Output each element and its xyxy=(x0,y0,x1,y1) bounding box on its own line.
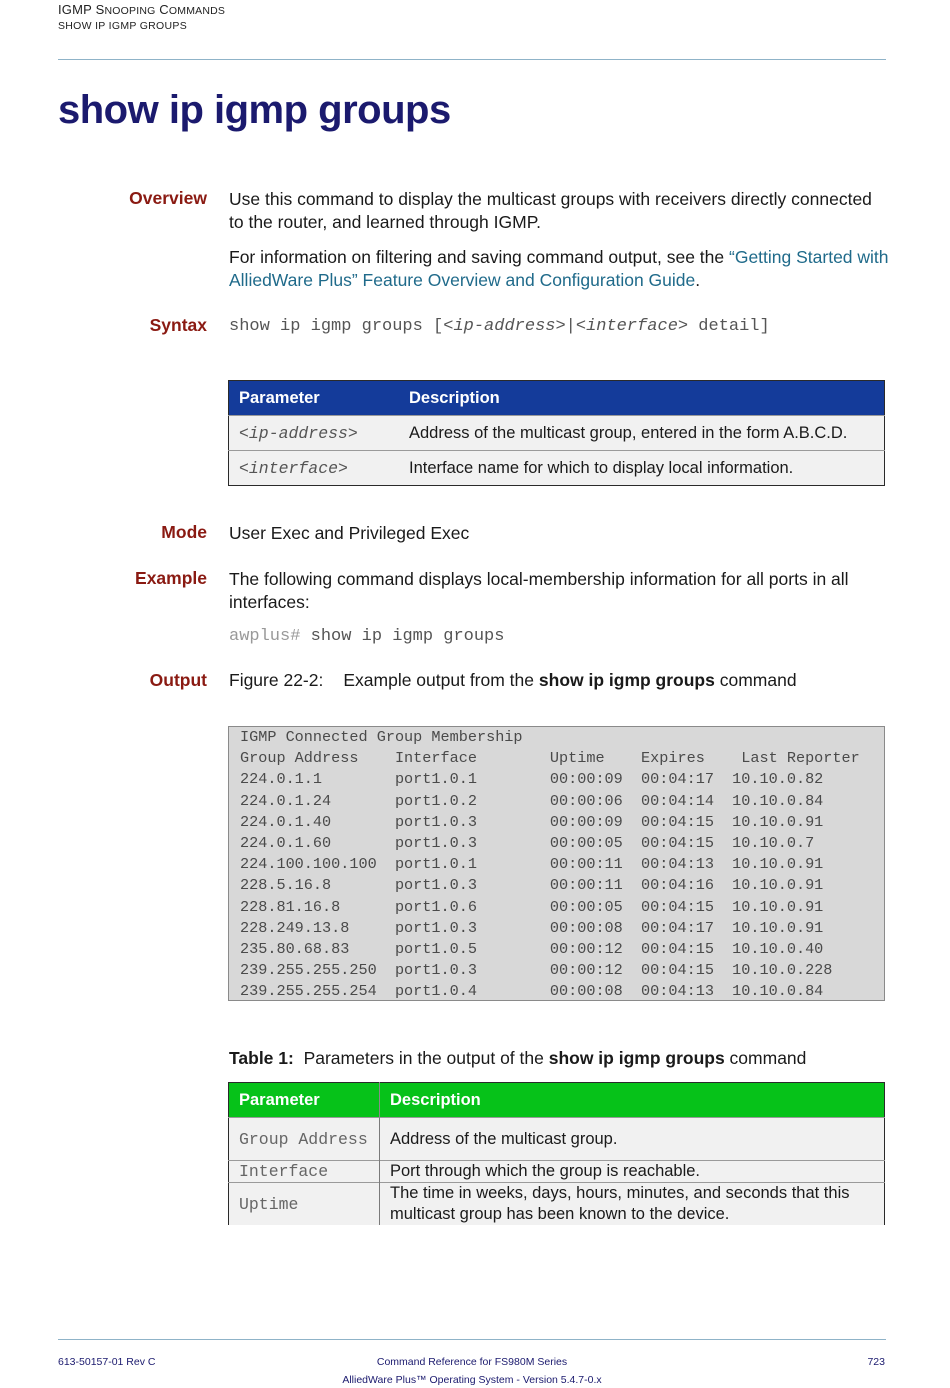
header-description: Description xyxy=(380,1083,885,1118)
example-text: The following command displays local-membership information for all ports in all interfaces: xyxy=(229,569,849,612)
output-line: Group Address Interface Uptime Expires Last Reporter xyxy=(240,749,860,768)
syntax-command xyxy=(229,317,770,336)
header-rule xyxy=(58,59,886,60)
table-row xyxy=(229,1118,885,1161)
footer-doc-number: 613-50157-01 Rev C xyxy=(58,1356,156,1368)
desc-cell: Address of the multicast group, entered in the form A.B.C.D. xyxy=(399,416,885,451)
param-cell: <interface> xyxy=(229,451,400,486)
output-parameter-table xyxy=(228,1082,885,1225)
syntax-post: detail] xyxy=(688,317,770,336)
header-parameter: Parameter xyxy=(229,381,400,416)
param-cell: Uptime xyxy=(229,1183,380,1226)
overview-filter-pre: For information on filtering and saving command output, see the xyxy=(229,247,729,267)
header-parameter: Parameter xyxy=(229,1083,380,1118)
table-caption-command: show ip igmp groups xyxy=(548,1048,725,1068)
table-number: Table 1: xyxy=(229,1048,294,1068)
figure-caption-pre: Example output from the xyxy=(343,670,539,690)
desc-cell: Address of the multicast group. xyxy=(380,1118,885,1161)
table-row xyxy=(229,451,885,486)
desc-cell: Port through which the group is reachable. xyxy=(380,1161,885,1183)
param-cell: Interface xyxy=(229,1161,380,1183)
running-header-subsection: SHOW IP IGMP GROUPS xyxy=(58,20,187,32)
param-cell: Group Address xyxy=(229,1118,380,1161)
footer-rule xyxy=(58,1339,886,1340)
figure-number: Figure 22-2: xyxy=(229,670,324,690)
syntax-arg-ip: <ip-address> xyxy=(443,317,566,336)
output-line: 239.255.255.250 port1.0.3 00:00:12 00:04:15 10.10.0.228 xyxy=(240,961,833,980)
desc-cell: The time in weeks, days, hours, minutes, and seconds that this multicast group has been known to the device. xyxy=(380,1183,885,1226)
mode-label: Mode xyxy=(161,522,207,542)
syntax-pre: show ip igmp groups [ xyxy=(229,317,444,336)
syntax-parameter-table xyxy=(228,380,885,486)
cli-command: show ip igmp groups xyxy=(300,627,505,646)
table-header-row xyxy=(229,381,885,416)
footer-title: Command Reference for FS980M Series xyxy=(376,1356,568,1368)
overview-filter-post: . xyxy=(695,270,701,290)
table-row xyxy=(229,1183,885,1226)
output-line: IGMP Connected Group Membership xyxy=(240,728,523,746)
header-text-small: OMMANDS xyxy=(168,5,226,17)
overview-text: Use this command to display the multicast groups with receivers directly connected to the router, and learned through IGMP. xyxy=(229,189,872,232)
syntax-sep: | xyxy=(565,317,576,336)
param-cell: <ip-address> xyxy=(229,416,400,451)
output-line: 239.255.255.254 port1.0.4 00:00:08 00:04:13 10.10.0.84 xyxy=(240,982,824,1001)
table-row xyxy=(229,1161,885,1183)
output-line: 228.249.13.8 port1.0.3 00:00:08 00:04:17 10.10.0.91 xyxy=(240,918,824,937)
output-line: 235.80.68.83 port1.0.5 00:00:12 00:04:15 10.10.0.40 xyxy=(240,940,824,959)
output-line: 224.0.1.40 port1.0.3 00:00:09 00:04:15 10.10.0.91 xyxy=(240,812,824,831)
page-number: 723 xyxy=(867,1356,885,1368)
table-caption-post: command xyxy=(724,1048,807,1068)
header-text-small: NOOPING xyxy=(104,5,156,17)
example-output-box xyxy=(228,726,885,1001)
table-caption xyxy=(229,1048,806,1069)
header-text: IGMP S xyxy=(58,2,105,17)
output-line: 224.100.100.100 port1.0.1 00:00:11 00:04:13 10.10.0.91 xyxy=(240,855,824,874)
output-label: Output xyxy=(149,670,207,690)
page-title: show ip igmp groups xyxy=(58,88,451,132)
overview-label: Overview xyxy=(129,188,207,208)
example-command xyxy=(229,627,504,646)
cli-prompt: awplus# xyxy=(229,627,301,646)
output-line: 224.0.1.24 port1.0.2 00:00:06 00:04:14 10.10.0.84 xyxy=(240,791,824,810)
overview-filter-text xyxy=(229,246,889,292)
output-line: 228.81.16.8 port1.0.6 00:00:05 00:04:15 10.10.0.91 xyxy=(240,897,824,916)
figure-caption xyxy=(229,670,797,691)
mode-text: User Exec and Privileged Exec xyxy=(229,523,470,543)
header-description: Description xyxy=(399,381,885,416)
figure-caption-post: command xyxy=(714,670,797,690)
table-caption-pre: Parameters in the output of the xyxy=(293,1048,549,1068)
table-row xyxy=(229,416,885,451)
table-header-row xyxy=(229,1083,885,1118)
output-line: 224.0.1.60 port1.0.3 00:00:05 00:04:15 10.10.0.7 xyxy=(240,834,815,853)
footer-version: AlliedWare Plus™ Operating System - Version 5.4.7-0.x xyxy=(342,1374,602,1386)
example-label: Example xyxy=(135,568,207,588)
running-header-section xyxy=(58,2,225,17)
guide-link[interactable]: “Getting Started with AlliedWare Plus” Feature Overview and Configuration Guide xyxy=(229,247,889,290)
syntax-arg-interface: <interface> xyxy=(575,317,689,336)
syntax-label: Syntax xyxy=(149,315,207,335)
figure-caption-command: show ip igmp groups xyxy=(538,670,715,690)
output-line: 228.5.16.8 port1.0.3 00:00:11 00:04:16 10.10.0.91 xyxy=(240,876,824,895)
header-text: C xyxy=(155,2,169,17)
output-line: 224.0.1.1 port1.0.1 00:00:09 00:04:17 10.10.0.82 xyxy=(240,770,824,789)
desc-cell: Interface name for which to display local information. xyxy=(399,451,885,486)
